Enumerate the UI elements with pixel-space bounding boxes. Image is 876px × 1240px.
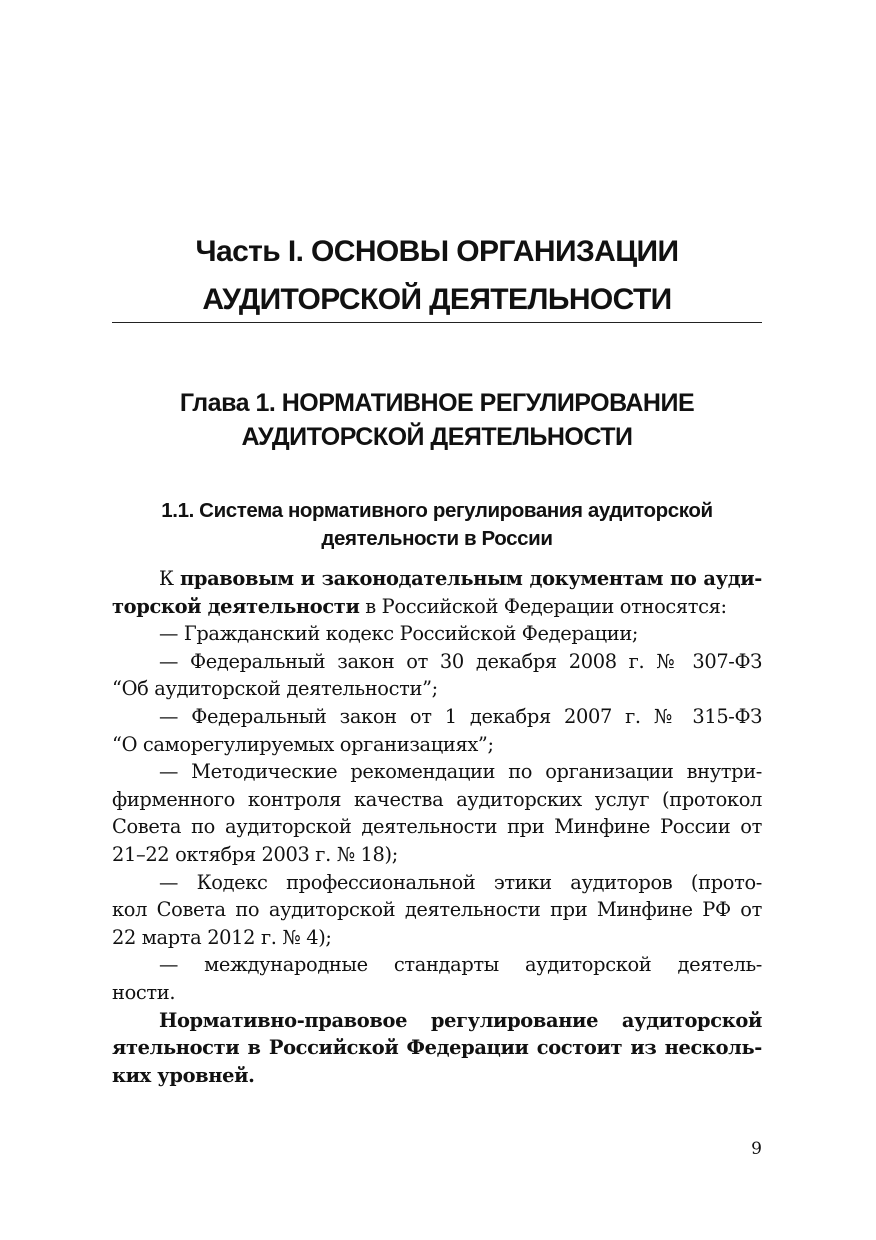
- part-title-line-1: Часть I. ОСНОВЫ ОРГАНИЗАЦИИ: [195, 235, 679, 268]
- closing-paragraph-line-2: [112, 1034, 762, 1062]
- list-item-guidelines-line-2: фирменного контроля качества аудиторских услуг (протокол: [112, 787, 762, 811]
- section-title-line-2: деятельности в России: [321, 527, 553, 550]
- closing-bold-line-1: Нормативно-правовое регулирование аудиторской: [159, 1008, 762, 1032]
- list-item-standards-line-1: — международные стандарты аудиторской деятель-: [159, 953, 762, 977]
- list-item-guidelines-line-3: Совета по аудиторской деятельности при Минфине России от: [112, 815, 762, 839]
- closing-paragraph-line-3: [112, 1062, 762, 1090]
- chapter-title-line-1: Глава 1. НОРМАТИВНОЕ РЕГУЛИРОВАНИЕ: [179, 389, 695, 417]
- page-number: 9: [751, 1139, 762, 1159]
- list-item-guidelines-line-1: — Методические рекомендации по организации внутри-: [159, 760, 762, 784]
- body-text: [112, 565, 762, 1089]
- list-item-ethics-code-line-3: 22 марта 2012 г. № 4);: [112, 925, 332, 949]
- list-item-law-307-line-2: “Об аудиторской деятельности”;: [112, 677, 438, 701]
- intro-bold-part-1: правовым и законодательным документам по ауди-: [180, 567, 762, 590]
- chapter-title-line-2: АУДИТОРСКОЙ ДЕЯТЕЛЬНОСТИ: [241, 423, 633, 451]
- part-title-line-2: АУДИТОРСКОЙ ДЕЯТЕЛЬНОСТИ: [202, 283, 672, 316]
- list-item-law-315-line-1: — Федеральный закон от 1 декабря 2007 г. № 315-ФЗ: [159, 704, 762, 728]
- list-item-guidelines-line-4: 21–22 октября 2003 г. № 18);: [112, 842, 398, 866]
- list-item-ethics-code-line-1: — Кодекс профессиональной этики аудиторов (прото-: [159, 870, 762, 894]
- intro-lead: К: [159, 567, 181, 590]
- list-item-law-315-line-2: “О саморегулируемых организациях”;: [112, 732, 494, 756]
- list-item-civil-code: — Гражданский кодекс Российской Федерации;: [159, 622, 639, 646]
- closing-bold-line-2: ятельности в Российской Федерации состоит из несколь-: [112, 1036, 762, 1060]
- intro-paragraph-line-2: [112, 593, 762, 621]
- part-title: [112, 228, 762, 324]
- section-title-line-1: 1.1. Система нормативного регулирования аудиторской: [161, 499, 713, 522]
- list-item-ethics-code-line-2: кол Совета по аудиторской деятельности при Минфине РФ от: [112, 898, 762, 922]
- list-item-law-307-line-1: — Федеральный закон от 30 декабря 2008 г. № 307-ФЗ: [159, 649, 762, 673]
- part-title-divider: [112, 322, 762, 323]
- intro-tail: в Российской Федерации относятся:: [359, 594, 727, 618]
- chapter-title: [112, 386, 762, 454]
- closing-bold-line-3: ких уровней.: [112, 1063, 255, 1087]
- section-title: [112, 497, 762, 553]
- intro-bold-part-2: торской деятельности: [112, 594, 360, 618]
- list-item-standards-line-2: ности.: [112, 980, 176, 1004]
- closing-paragraph-line-1: [112, 1007, 762, 1035]
- intro-paragraph-line-1: [112, 565, 762, 593]
